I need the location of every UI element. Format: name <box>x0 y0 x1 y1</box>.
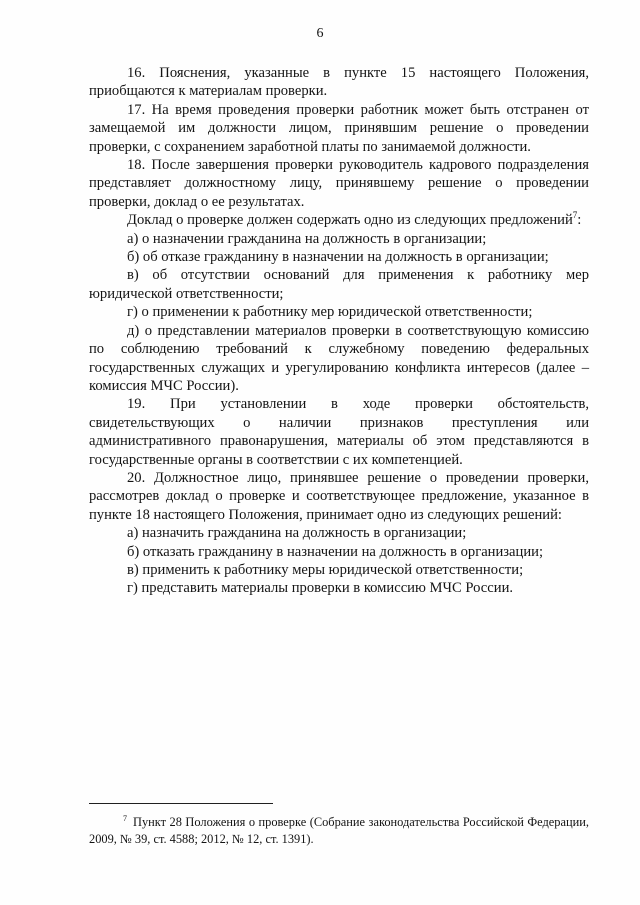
decision-item-a: а) назначить гражданина на должность в организации; <box>127 525 467 542</box>
page-number: 6 <box>316 26 324 41</box>
decision-item-b: б) отказать гражданину в назначении на должность в организации; <box>127 543 544 560</box>
report-item-d: д) о представлении материалов проверки в соответствующую комиссию по соблюдению требований к служебному поведению федеральных государственных служащих и урегулированию конфликта интересов (далее – комиссия МЧС России). <box>89 322 589 394</box>
report-intro <box>89 211 589 229</box>
decision-item-v: в) применить к работнику меры юридической ответственности; <box>127 561 524 578</box>
report-intro-suffix: : <box>577 212 582 229</box>
footnote-marker: 7 <box>123 813 127 823</box>
report-item-g: г) о применении к работнику мер юридической ответственности; <box>127 304 533 321</box>
report-item-b: б) об отказе гражданину в назначении на должность в организации; <box>127 249 549 266</box>
paragraph-20: 20. Должностное лицо, принявшее решение о проведении проверки, рассмотрев доклад о проверке и соответствующее предложение, указанное в пункте 18 настоящего Положения, принимает одно из следующих решений: <box>89 469 589 523</box>
report-item-a: а) о назначении гражданина на должность в организации; <box>127 230 487 247</box>
footnote-text: Пункт 28 Положения о проверке (Собрание законодательства Российской Федерации, 2009, № 39, ст. 4588; 2012, № 12, ст. 1391). <box>89 815 589 846</box>
decision-item-g: г) представить материалы проверки в комиссию МЧС России. <box>127 580 514 597</box>
document-body <box>89 64 589 598</box>
paragraph-17: 17. На время проведения проверки работник может быть отстранен от замещаемой им должности лицом, принявшим решение о проведении проверки, с сохранением заработной платы по занимаемой должности. <box>89 101 589 155</box>
paragraph-19: 19. При установлении в ходе проверки обстоятельств, свидетельствующих о наличии признаков преступления или административного правонарушения, материалы об этом представляются в государственные органы в соответствии с их компетенцией. <box>89 396 589 468</box>
report-item-v: в) об отсутствии оснований для применения к работнику мер юридической ответственности; <box>89 267 589 302</box>
paragraph-18: 18. После завершения проверки руководитель кадрового подразделения представляет должностному лицу, принявшему решение о проведении проверки, доклад о ее результатах. <box>89 157 589 210</box>
footnote <box>89 814 589 848</box>
footnote-reference: 7 <box>572 210 578 221</box>
paragraph-16: 16. Пояснения, указанные в пункте 15 настоящего Положения, приобщаются к материалам проверки. <box>89 65 589 100</box>
footnote-separator <box>89 803 273 804</box>
report-intro-text: Доклад о проверке должен содержать одно из следующих предложений <box>127 212 573 229</box>
